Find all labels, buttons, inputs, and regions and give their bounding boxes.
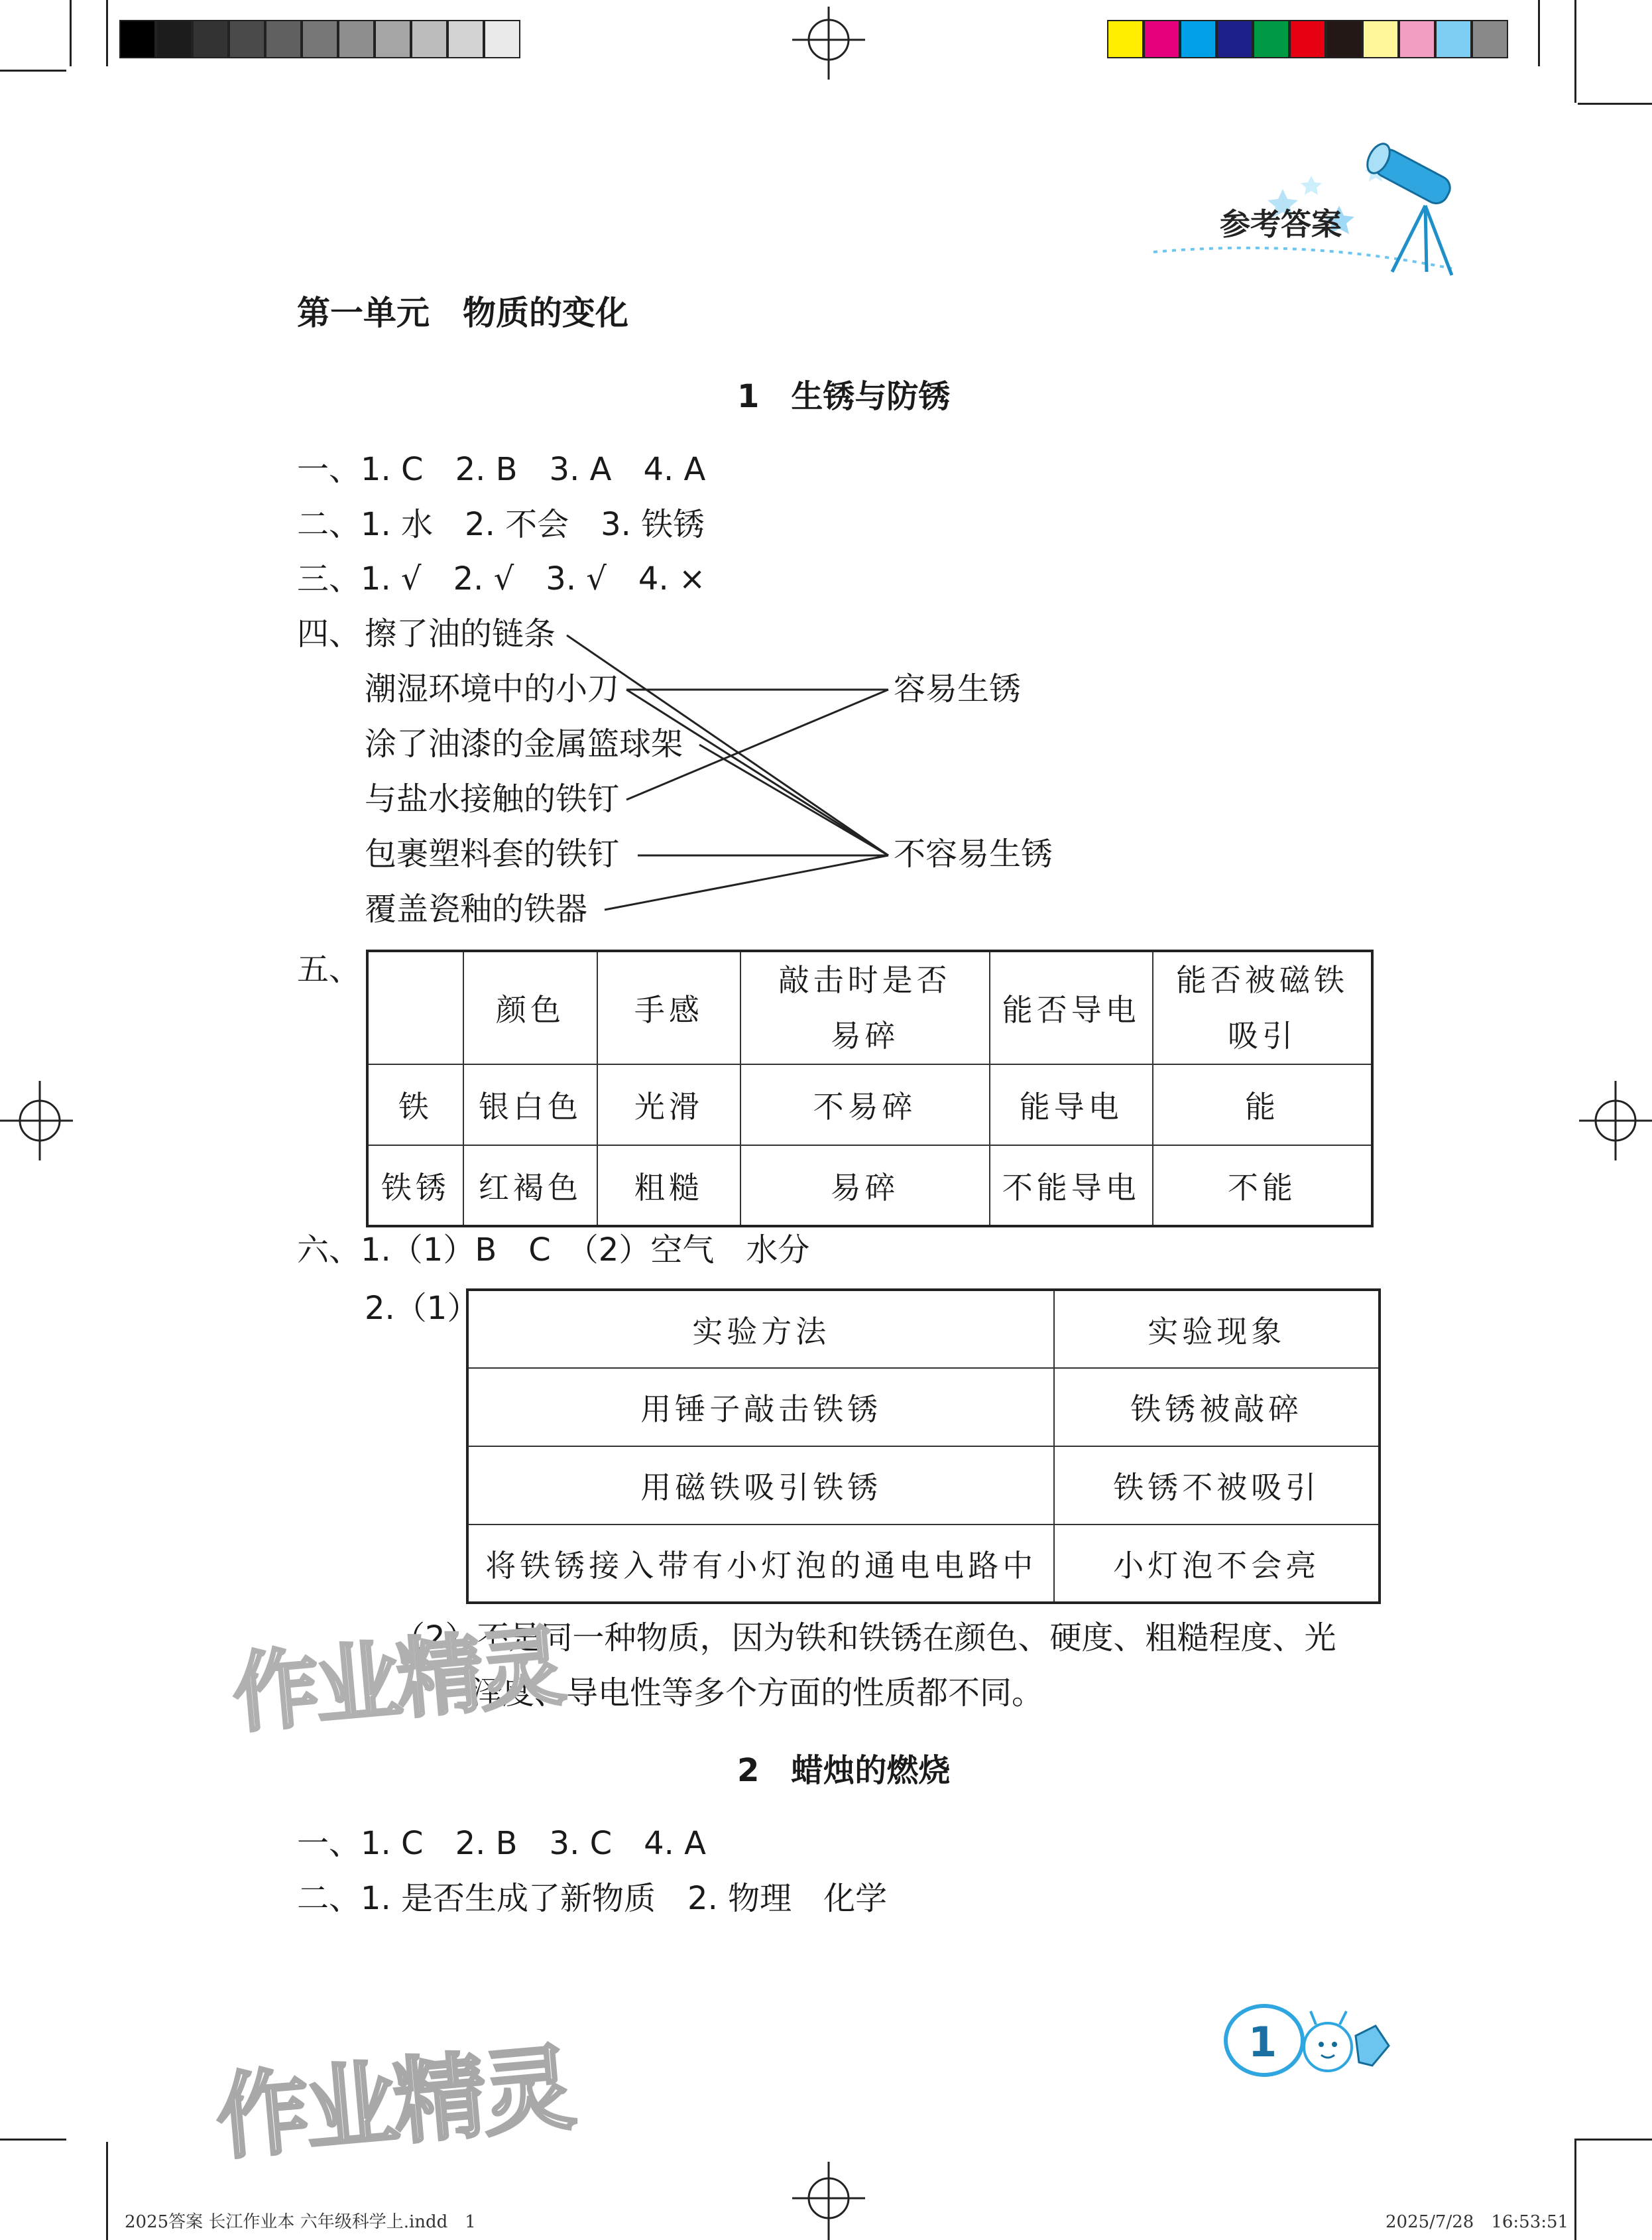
color-swatch bbox=[1399, 20, 1435, 58]
match-left-item: 与盐水接触的铁钉 bbox=[365, 780, 620, 818]
color-swatch bbox=[1180, 20, 1216, 58]
watermark: 作业精灵 bbox=[229, 1615, 565, 1745]
table-cell: 不能导电 bbox=[990, 1145, 1153, 1226]
lesson2-title: 2 蜡烛的燃烧 bbox=[737, 1752, 951, 1789]
color-swatch bbox=[1435, 20, 1472, 58]
table-cell: 易碎 bbox=[740, 1145, 990, 1226]
unit-title: 第一单元 物质的变化 bbox=[297, 294, 628, 332]
registration-mark-bottom bbox=[792, 2162, 865, 2240]
header-cell: 颜色 bbox=[463, 951, 598, 1064]
registration-mark-right bbox=[1579, 1081, 1652, 1160]
header-cell bbox=[740, 951, 990, 1064]
table-cell: 不能 bbox=[1153, 1145, 1372, 1226]
match-left-item: 擦了油的链条 bbox=[365, 615, 556, 653]
color-swatch bbox=[1107, 20, 1144, 58]
color-swatch bbox=[1326, 20, 1362, 58]
lesson1-q6-answer-line2: 泽度、导电性等多个方面的性质都不同。 bbox=[471, 1674, 1044, 1711]
lesson1-q3: 三、1. √ 2. √ 3. √ 4. × bbox=[297, 560, 706, 597]
footer-file: 2025答案 长江作业本 六年级科学上.indd 1 bbox=[125, 2212, 476, 2232]
table-cell: 铁锈 bbox=[367, 1145, 463, 1226]
table-header-row bbox=[467, 1290, 1380, 1368]
table-cell: 红褐色 bbox=[463, 1145, 598, 1226]
table-cell: 能导电 bbox=[990, 1064, 1153, 1145]
lesson1-q1: 一、1. C 2. B 3. A 4. A bbox=[297, 451, 706, 488]
match-line bbox=[626, 690, 888, 855]
match-line bbox=[605, 855, 888, 910]
table-row bbox=[467, 1446, 1380, 1524]
match-left-item: 覆盖瓷釉的铁器 bbox=[365, 891, 588, 928]
footer-timestamp: 2025/7/28 16:53:51 bbox=[1386, 2212, 1569, 2232]
header-cell-line: 敲击时是否 bbox=[778, 962, 951, 998]
table-cell: 铁 bbox=[367, 1064, 463, 1145]
match-right-item: 容易生锈 bbox=[894, 670, 1022, 708]
match-left-item: 涂了油漆的金属篮球架 bbox=[365, 725, 683, 763]
color-swatch bbox=[1289, 20, 1326, 58]
lesson2-q1: 一、1. C 2. B 3. C 4. A bbox=[297, 1825, 707, 1862]
table-cell: 不易碎 bbox=[740, 1064, 990, 1145]
color-swatch bbox=[1144, 20, 1180, 58]
match-right-item: 不容易生锈 bbox=[894, 836, 1053, 873]
badge-title: 参考答案 bbox=[1220, 206, 1342, 242]
match-left-item: 潮湿环境中的小刀 bbox=[365, 670, 620, 708]
table-row bbox=[367, 1145, 1372, 1226]
match-left-item: 包裹塑料套的铁钉 bbox=[365, 836, 620, 873]
registration-mark-left bbox=[0, 1081, 73, 1160]
properties-table bbox=[366, 950, 1374, 1227]
table-cell: 能 bbox=[1153, 1064, 1372, 1145]
lesson1-q5-prefix: 五、 bbox=[297, 951, 361, 988]
match-line bbox=[567, 635, 888, 855]
header-cell bbox=[1153, 951, 1372, 1064]
match-line bbox=[626, 690, 888, 800]
match-line bbox=[699, 745, 888, 855]
table-cell: 铁锈被敲碎 bbox=[1054, 1368, 1380, 1446]
color-swatch bbox=[1253, 20, 1289, 58]
lesson1-q6-part2-label: 2.（1） bbox=[365, 1290, 479, 1327]
lesson1-q6-answer-line1: （2）不是同一种物质，因为铁和铁锈在颜色、硬度、粗糙程度、光 bbox=[393, 1619, 1336, 1656]
table-cell: 银白色 bbox=[463, 1064, 598, 1145]
table-cell: 用锤子敲击铁锈 bbox=[467, 1368, 1054, 1446]
color-swatch bbox=[1216, 20, 1253, 58]
header-cell-line: 易碎 bbox=[830, 1018, 900, 1054]
table-row bbox=[467, 1524, 1380, 1603]
matching-lines bbox=[0, 0, 928, 942]
lesson1-q6-line1: 六、1.（1）B C （2）空气 水分 bbox=[297, 1231, 810, 1269]
table-cell: 粗糙 bbox=[597, 1145, 740, 1226]
lesson2-q2: 二、1. 是否生成了新物质 2. 物理 化学 bbox=[297, 1880, 888, 1917]
experiment-table bbox=[466, 1288, 1381, 1604]
header-cell: 能否导电 bbox=[990, 951, 1153, 1064]
watermark-bottom: 作业精灵 bbox=[211, 2034, 576, 2174]
color-swatch bbox=[1472, 20, 1508, 58]
header-cell: 实验现象 bbox=[1054, 1290, 1380, 1368]
header-cell bbox=[367, 951, 463, 1064]
header-cell-line: 能否被磁铁 bbox=[1175, 962, 1348, 998]
table-row bbox=[467, 1368, 1380, 1446]
lesson1-q2: 二、1. 水 2. 不会 3. 铁锈 bbox=[297, 506, 705, 543]
table-cell: 将铁锈接入带有小灯泡的通电电路中 bbox=[467, 1524, 1054, 1603]
table-cell: 光滑 bbox=[597, 1064, 740, 1145]
header-cell: 手感 bbox=[597, 951, 740, 1064]
table-cell: 用磁铁吸引铁锈 bbox=[467, 1446, 1054, 1524]
color-swatch bbox=[1362, 20, 1399, 58]
table-row bbox=[367, 1064, 1372, 1145]
header-cell-line: 吸引 bbox=[1227, 1018, 1297, 1054]
lesson1-title: 1 生锈与防锈 bbox=[737, 378, 951, 415]
page-number: 1 bbox=[1248, 2018, 1277, 2066]
header-cell: 实验方法 bbox=[467, 1290, 1054, 1368]
table-cell: 铁锈不被吸引 bbox=[1054, 1446, 1380, 1524]
page-number-badge bbox=[1223, 1999, 1409, 2085]
table-cell: 小灯泡不会亮 bbox=[1054, 1524, 1380, 1603]
table-header-row bbox=[367, 951, 1372, 1064]
answer-badge bbox=[1140, 139, 1485, 285]
lesson1-q4-prefix: 四、 bbox=[297, 615, 361, 653]
